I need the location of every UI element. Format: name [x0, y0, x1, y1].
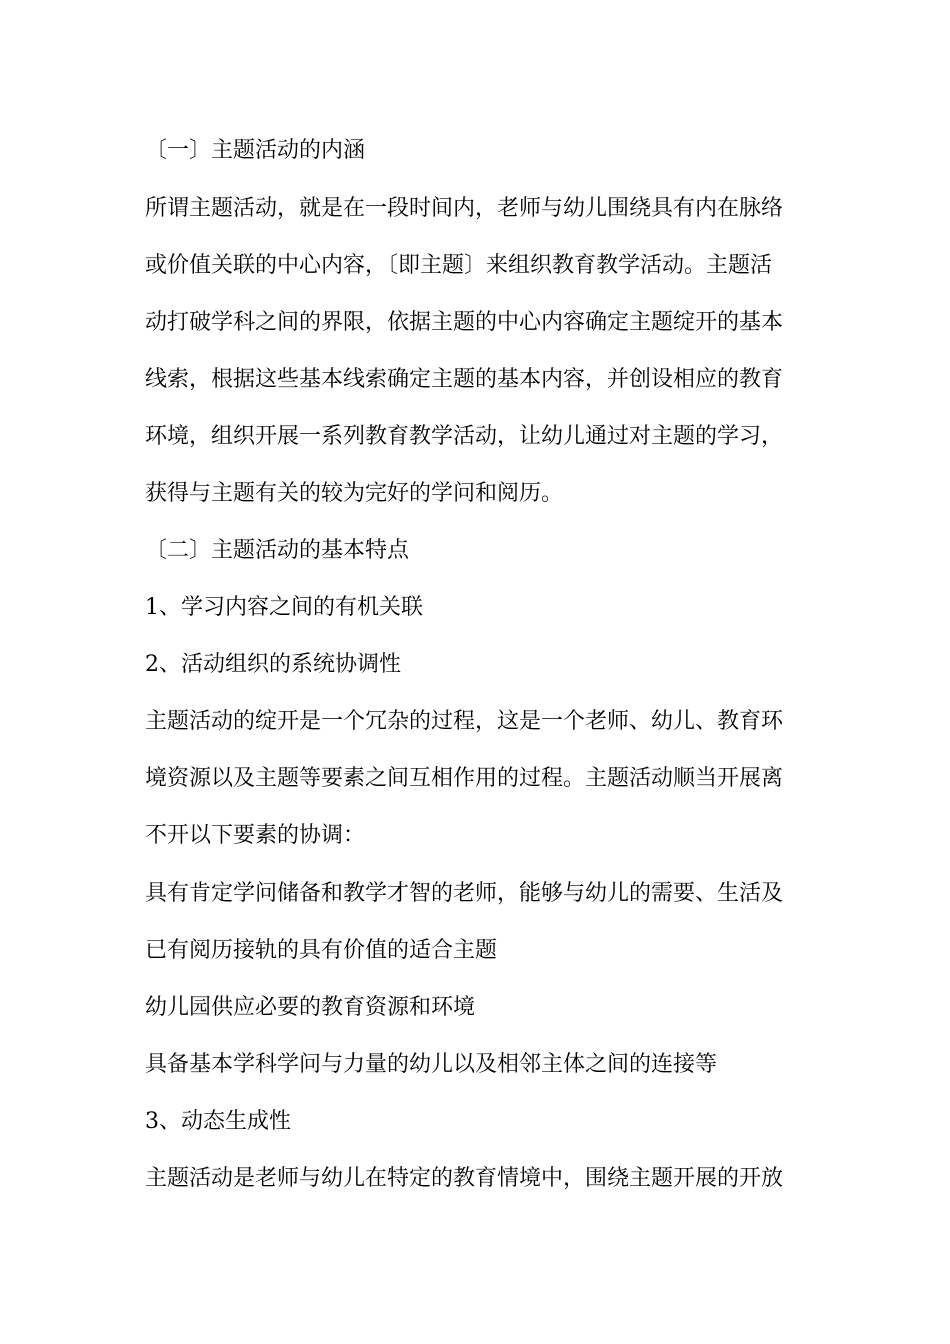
paragraph-line: 或价值关联的中心内容，〔即主题〕来组织教育教学活动。主题活 [145, 253, 773, 278]
paragraph-line: 线索，根据这些基本线索确定主题的基本内容，并创设相应的教育 [145, 367, 784, 392]
paragraph-line: 主题活动的绽开是一个冗杂的过程，这是一个老师、幼儿、教育环 [145, 709, 784, 734]
paragraph-line: 主题活动是老师与幼儿在特定的教育情境中，围绕主题开展的开放 [145, 1166, 784, 1191]
section-heading-2: 〔二〕主题活动的基本特点 [145, 538, 410, 563]
list-item: 1、学习内容之间的有机关联 [145, 595, 423, 620]
section-heading-1: 〔一〕主题活动的内涵 [145, 138, 366, 163]
paragraph-line: 不开以下要素的协调： [145, 823, 366, 848]
paragraph-line: 环境，组织开展一系列教育教学活动，让幼儿通过对主题的学习， [145, 424, 784, 449]
paragraph-line: 具有肯定学问储备和教学才智的老师，能够与幼儿的需要、生活及 [145, 881, 784, 906]
paragraph-line: 幼儿园供应必要的教育资源和环境 [145, 995, 476, 1020]
list-item: 3、动态生成性 [145, 1109, 291, 1134]
list-item: 2、活动组织的系统协调性 [145, 652, 401, 677]
paragraph-line: 已有阅历接轨的具有价值的适合主题 [145, 938, 498, 963]
paragraph-line: 境资源以及主题等要素之间互相作用的过程。主题活动顺当开展离 [145, 766, 784, 791]
paragraph-line: 所谓主题活动，就是在一段时间内，老师与幼儿围绕具有内在脉络 [145, 196, 784, 221]
paragraph-line: 具备基本学科学问与力量的幼儿以及相邻主体之间的连接等 [145, 1052, 718, 1077]
paragraph-line: 获得与主题有关的较为完好的学问和阅历。 [145, 481, 564, 506]
paragraph-line: 动打破学科之间的界限，依据主题的中心内容确定主题绽开的基本 [145, 310, 784, 335]
